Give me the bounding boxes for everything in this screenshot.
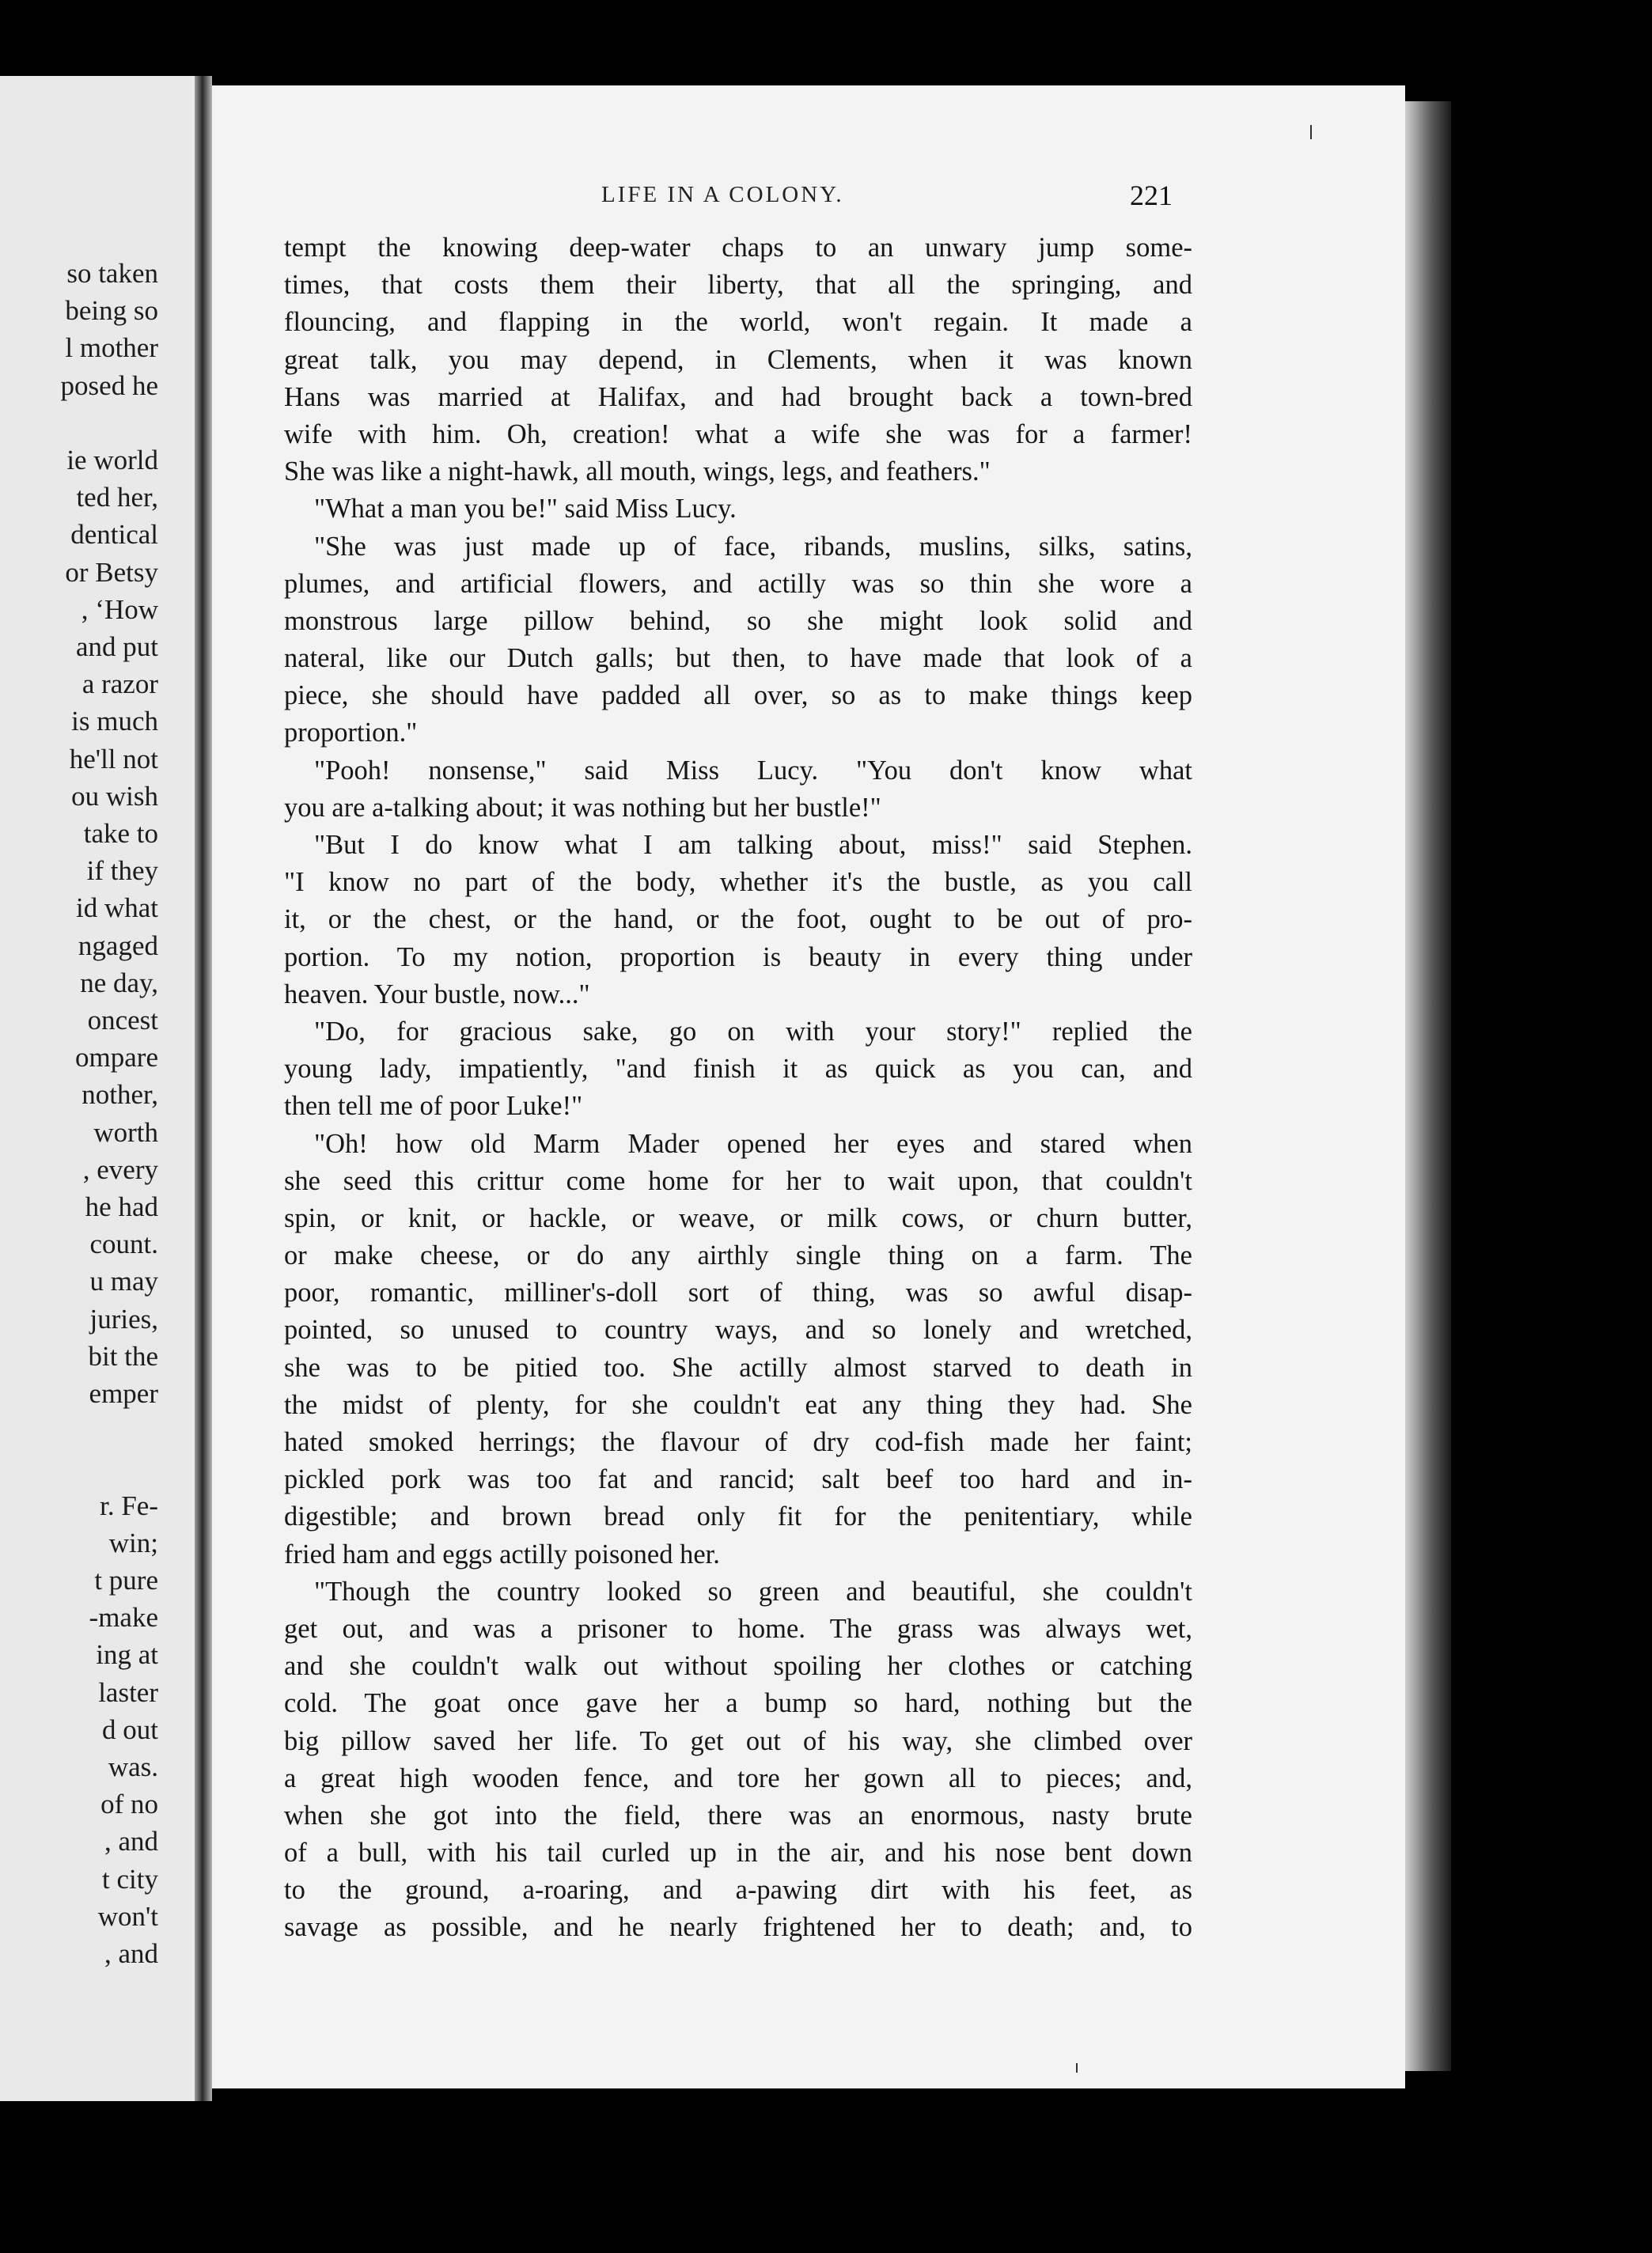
text-line: plumes, and artificial flowers, and actilly was so thin she wore a bbox=[284, 568, 1192, 599]
left-page-line: is much bbox=[71, 706, 158, 737]
text-line: "Though the country looked so green and beautiful, she couldn't bbox=[314, 1576, 1192, 1607]
page-edge-shadow bbox=[1405, 101, 1451, 2071]
text-line: digestible; and brown bread only fit for the penitentiary, while bbox=[284, 1501, 1192, 1532]
left-page-line: he had bbox=[85, 1191, 158, 1222]
text-line: big pillow saved her life. To get out of his way, she climbed over bbox=[284, 1725, 1192, 1756]
text-line: hated smoked herrings; the flavour of dry cod-fish made her faint; bbox=[284, 1427, 1192, 1457]
left-page-line: or Betsy bbox=[65, 556, 158, 588]
text-line: monstrous large pillow behind, so she might look solid and bbox=[284, 605, 1192, 636]
text-line: or make cheese, or do any airthly single thing on a farm. The bbox=[284, 1240, 1192, 1271]
text-line: pickled pork was too fat and rancid; salt beef too hard and in- bbox=[284, 1464, 1192, 1495]
text-line: wife with him. Oh, creation! what a wife she was for a farmer! bbox=[284, 418, 1192, 449]
left-page-line: nother, bbox=[81, 1079, 158, 1111]
left-page-line: ted her, bbox=[76, 482, 158, 513]
left-page-line: he'll not bbox=[69, 743, 158, 774]
margin-mark bbox=[1310, 125, 1312, 139]
text-line: times, that costs them their liberty, that all the springing, and bbox=[284, 270, 1192, 301]
text-line: fried ham and eggs actilly poisoned her. bbox=[284, 1539, 720, 1570]
left-page-line: so taken bbox=[66, 258, 158, 289]
left-page-line: , every bbox=[82, 1153, 158, 1185]
text-line: Hans was married at Halifax, and had brought back a town-bred bbox=[284, 381, 1192, 412]
left-page-line: , and bbox=[104, 1938, 158, 1969]
left-page-line: take to bbox=[83, 818, 158, 849]
left-page-line: worth bbox=[93, 1116, 158, 1148]
left-page-line: being so bbox=[65, 295, 158, 327]
left-page-line: was. bbox=[108, 1751, 158, 1782]
text-line: the midst of plenty, for she couldn't eat any thing they had. She bbox=[284, 1389, 1192, 1420]
text-line: pointed, so unused to country ways, and so lonely and wretched, bbox=[284, 1315, 1192, 1346]
left-page-line: bit the bbox=[88, 1340, 158, 1372]
text-line: "What a man you be!" said Miss Lucy. bbox=[314, 494, 737, 524]
text-line: savage as possible, and he nearly frightened her to death; and, to bbox=[284, 1912, 1192, 1943]
text-line: of a bull, with his tail curled up in the air, and his nose bent down bbox=[284, 1838, 1192, 1869]
left-page-line: ngaged bbox=[78, 930, 158, 961]
text-line: heaven. Your bustle, now..." bbox=[284, 979, 590, 1009]
left-page-line: a razor bbox=[81, 668, 158, 700]
text-line: a great high wooden fence, and tore her gown all to pieces; and, bbox=[284, 1763, 1192, 1793]
text-line: flouncing, and flapping in the world, won't regain. It made a bbox=[284, 307, 1192, 338]
text-line: get out, and was a prisoner to home. The grass was always wet, bbox=[284, 1613, 1192, 1644]
text-line: spin, or knit, or hackle, or weave, or milk cows, or churn butter, bbox=[284, 1202, 1192, 1233]
left-page-line: ou wish bbox=[71, 780, 158, 812]
left-page-line: r. Fe- bbox=[100, 1490, 158, 1521]
text-line: cold. The goat once gave her a bump so hard, nothing but the bbox=[284, 1688, 1192, 1719]
left-page-line: count. bbox=[89, 1229, 158, 1260]
left-page-line: if they bbox=[86, 855, 158, 887]
margin-mark bbox=[1076, 2063, 1078, 2073]
text-line: young lady, impatiently, "and finish it as quick as you can, and bbox=[284, 1054, 1192, 1085]
left-page-line: emper bbox=[89, 1378, 158, 1409]
left-page-line: win; bbox=[108, 1527, 158, 1558]
left-page-line: of no bbox=[100, 1789, 158, 1820]
left-page-line: ie world bbox=[66, 445, 158, 475]
text-line: proportion." bbox=[284, 718, 418, 748]
text-line: "I know no part of the body, whether it's the bustle, as you call bbox=[284, 867, 1192, 898]
text-line: "But I do know what I am talking about, miss!" said Stephen. bbox=[314, 830, 1192, 860]
left-page-line: u may bbox=[89, 1266, 158, 1297]
text-line: and she couldn't walk out without spoiling her clothes or catching bbox=[284, 1651, 1192, 1682]
text-line: "Oh! how old Marm Mader opened her eyes and stared when bbox=[314, 1128, 1192, 1159]
left-page-line: t city bbox=[102, 1863, 158, 1895]
running-head: LIFE IN A COLONY. bbox=[601, 182, 844, 207]
text-line: it, or the chest, or the hand, or the foot, ought to be out of pro- bbox=[284, 904, 1192, 935]
left-page-line: won't bbox=[97, 1900, 158, 1932]
left-page-line: , and bbox=[104, 1826, 158, 1857]
text-line: she seed this crittur come home for her to wait upon, that couldn't bbox=[284, 1165, 1192, 1196]
text-line: then tell me of poor Luke!" bbox=[284, 1091, 583, 1122]
text-line: she was to be pitied too. She actilly almost starved to death in bbox=[284, 1352, 1192, 1383]
left-page-fragment bbox=[0, 76, 195, 2101]
text-line: when she got into the field, there was an enormous, nasty brute bbox=[284, 1800, 1192, 1831]
left-page-line: ne day, bbox=[80, 967, 158, 998]
text-line: you are a-talking about; it was nothing but her bustle!" bbox=[284, 792, 881, 823]
left-page-line: -make bbox=[89, 1602, 158, 1634]
text-line: poor, romantic, milliner's-doll sort of thing, was so awful disap- bbox=[284, 1278, 1192, 1308]
left-page-line: , ‘How bbox=[81, 593, 158, 625]
left-page-line: d out bbox=[102, 1713, 158, 1745]
book-gutter bbox=[195, 76, 212, 2101]
left-page-line: ing at bbox=[96, 1639, 158, 1671]
left-page-line: and put bbox=[75, 631, 158, 662]
left-page-line: ompare bbox=[75, 1042, 158, 1073]
left-page-line: l mother bbox=[65, 332, 158, 364]
left-page-line: laster bbox=[98, 1676, 158, 1708]
page-number: 221 bbox=[1130, 180, 1173, 211]
text-line: nateral, like our Dutch galls; but then, to have made that look of a bbox=[284, 643, 1192, 674]
text-line: tempt the knowing deep-water chaps to an unwary jump some- bbox=[284, 233, 1192, 263]
text-line: portion. To my notion, proportion is beauty in every thing under bbox=[284, 941, 1192, 972]
body-text bbox=[284, 229, 1192, 1947]
left-page-line: juries, bbox=[89, 1303, 158, 1335]
left-page-line: t pure bbox=[94, 1565, 158, 1596]
left-page-line: id what bbox=[75, 892, 158, 924]
text-line: "She was just made up of face, ribands, muslins, silks, satins, bbox=[314, 531, 1192, 562]
text-line: great talk, you may depend, in Clements, when it was known bbox=[284, 344, 1192, 375]
text-line: She was like a night-hawk, all mouth, wings, legs, and feathers." bbox=[284, 456, 991, 487]
left-page-line: oncest bbox=[87, 1005, 158, 1036]
text-line: "Pooh! nonsense," said Miss Lucy. "You don't know what bbox=[314, 755, 1192, 786]
left-page-line: dentical bbox=[70, 519, 158, 551]
text-line: "Do, for gracious sake, go on with your story!" replied the bbox=[314, 1016, 1192, 1047]
text-line: piece, she should have padded all over, so as to make things keep bbox=[284, 680, 1192, 711]
text-line: to the ground, a-roaring, and a-pawing dirt with his feet, as bbox=[284, 1875, 1192, 1906]
left-page-line: posed he bbox=[60, 369, 158, 401]
